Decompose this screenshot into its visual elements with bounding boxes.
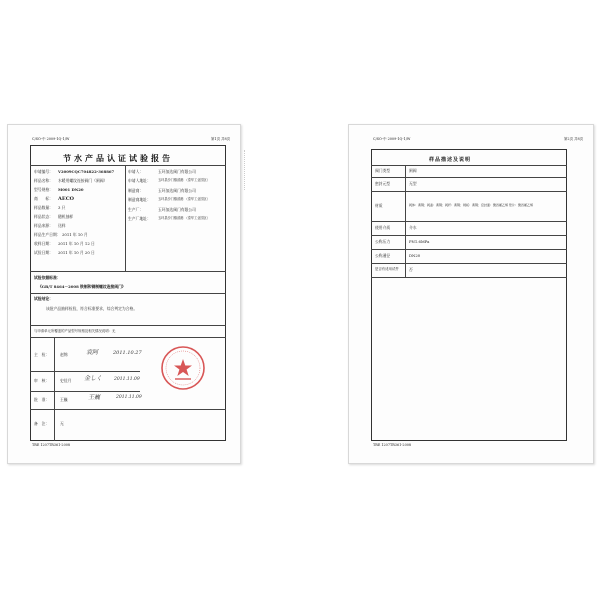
page-number: 第1页 共8页 — [211, 137, 230, 141]
row-label: 公称压力 — [375, 239, 391, 244]
applicable-specimen: 否 — [409, 267, 413, 272]
field-label: 试验日期： — [34, 250, 53, 255]
party-label: 生产厂地址： — [128, 216, 151, 221]
handwritten-signature: 袁阿 — [86, 349, 99, 356]
field-label: 样品生产日期： — [34, 232, 61, 237]
trademark: AECO — [58, 196, 75, 202]
page-edge-shadow — [244, 150, 247, 190]
form-code-footer: TRE 1207TR361-2008 — [32, 442, 71, 447]
nominal-diameter: DN20 — [409, 253, 421, 258]
application-number: V2009CQC704822-368867 — [58, 169, 115, 174]
handwritten-signature: 金しく — [84, 375, 103, 382]
sign-role: 批 准： — [34, 397, 50, 402]
handwritten-signature: 王巍 — [88, 394, 101, 401]
field-label: 型号规格： — [34, 187, 53, 192]
sample-state: 随机抽样 — [58, 214, 74, 219]
row-label: 是否有适用试件 — [375, 267, 399, 271]
report-cover-page — [7, 124, 241, 464]
page-number: 第2页 共8页 — [564, 137, 583, 141]
field-label: 样品状态： — [34, 214, 53, 219]
sample-description-page — [348, 124, 594, 464]
manufacturer-address: 玉环县沙门镇滨港 （泰华工业园区） — [158, 197, 211, 201]
party-label: 制造商： — [128, 188, 144, 193]
model-spec: M001 DN20 — [58, 187, 84, 192]
field-label: 样品来源： — [34, 223, 53, 228]
received-date: 2011 年 10 月 12 日 — [58, 241, 95, 246]
description-title: 样品描述及说明 — [429, 157, 472, 163]
description-frame — [371, 149, 567, 441]
sign-date: 2011.10.27 — [113, 350, 142, 356]
factory-address: 玉环县沙门镇滨港 （泰华工业园区） — [158, 216, 211, 220]
nominal-pressure: PN1.6MPa — [409, 239, 430, 244]
row-label: 使用介质 — [375, 225, 391, 230]
remark-value: 无 — [60, 421, 64, 426]
sign-date: 2011.11.09 — [116, 395, 142, 400]
sign-name: 史佳月 — [60, 378, 72, 383]
field-label: 收样日期： — [34, 241, 53, 246]
field-label: 申请编号： — [34, 169, 53, 174]
sample-quantity: 3 只 — [58, 205, 66, 210]
remark-label: 备 注： — [34, 421, 50, 426]
form-code-footer: TRE 1207TR361-2008 — [373, 442, 412, 447]
applicant: 玉环加达阀门有限公司 — [158, 169, 196, 174]
party-label: 申请人地址： — [128, 178, 151, 183]
valve-type: 闸阀 — [409, 168, 417, 173]
factory: 玉环加达阀门有限公司 — [158, 207, 196, 212]
basis-heading: 试验依据标准： — [34, 275, 61, 280]
sign-date: 2011.11.09 — [114, 377, 140, 382]
materials: 阀体：黄铜；阀盖：黄铜；阀杆：黄铜；闸板：黄铜；密封面：聚四氟乙烯 垫片：聚四氟乙烯 — [409, 203, 533, 207]
basis-standard: 《GB/T 8464－2008 铁制和铜制螺纹连接阀门》 — [38, 284, 126, 289]
applicant-address: 玉环县沙门镇滨港 （泰华工业园区） — [158, 178, 211, 182]
party-label: 生产厂： — [128, 207, 144, 212]
production-date: 2011 年 10 月 — [62, 232, 88, 237]
doc-code: C/SO-中 2009-1Q-1/W — [32, 137, 70, 141]
seal-type: 无型 — [409, 181, 417, 186]
field-label: 样品数量： — [34, 205, 53, 210]
conclusion-text: 该批产品抽样检验，符合标准要求，综合判定为合格。 — [46, 306, 138, 311]
party-label: 制造商地址： — [128, 197, 151, 202]
field-label: 样品名称： — [34, 178, 53, 183]
row-label: 密封元型 — [375, 181, 391, 186]
deviation-note: 与申请单元所覆盖的产品型号规格及相关情况说明：无 — [34, 329, 116, 333]
sample-source: 送样 — [58, 223, 66, 228]
field-label: 商 标： — [34, 196, 53, 201]
party-label: 申请人： — [128, 169, 144, 174]
sign-role: 审 核： — [34, 378, 50, 383]
manufacturer: 玉环加达阀门有限公司 — [158, 188, 196, 193]
report-title: 节水产品认证试验报告 — [63, 153, 173, 163]
official-seal-icon — [160, 345, 206, 391]
row-label: 材质 — [375, 203, 383, 208]
sample-name: 水暖用螺纹连接阀门（闸阀） — [58, 178, 108, 183]
conclusion-heading: 试验结论： — [34, 296, 53, 301]
row-label: 公称通径 — [375, 253, 391, 258]
sign-role: 主 检： — [34, 352, 50, 357]
row-label: 阀门类型 — [375, 168, 391, 173]
doc-code: C/SO-中 2009-1Q-1/W — [373, 137, 411, 141]
sign-name: 王巍 — [60, 397, 68, 402]
sign-name: 赵锦 — [60, 352, 68, 357]
test-date: 2011 年 10 月 20 日 — [58, 250, 95, 255]
medium: 介水 — [409, 225, 417, 230]
